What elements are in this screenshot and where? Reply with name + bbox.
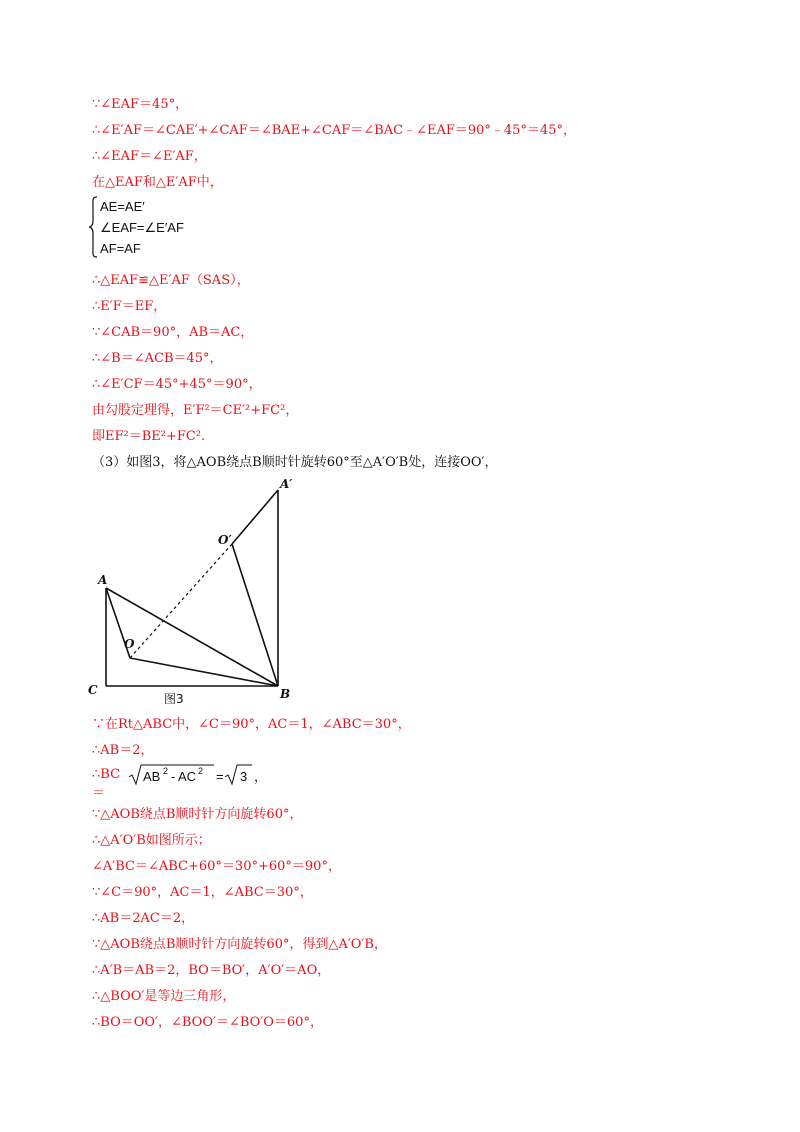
segment-A1O1 xyxy=(232,490,278,544)
label-B: B xyxy=(280,687,291,701)
svg-text:，: ， xyxy=(254,769,268,784)
segment-O1B xyxy=(232,544,278,686)
figure-caption: 图3 xyxy=(164,692,184,706)
label-O-prime: O′ xyxy=(218,533,232,547)
proof-line: ∴△EAF≌△E′AF（SAS）， xyxy=(92,273,250,288)
proof-line: ∵∠CAB＝90°，AB＝AC， xyxy=(92,325,254,340)
system-row-3: AF=AF xyxy=(100,241,141,256)
proof-line: ∵△AOB绕点B顺时针方向旋转60°，得到△A′O′B， xyxy=(92,937,387,952)
proof-line: ∵∠C＝90°，AC＝1，∠ABC＝30°， xyxy=(92,885,313,900)
svg-text:=: = xyxy=(216,769,224,784)
system-brace xyxy=(88,196,98,258)
label-A: A xyxy=(98,573,108,587)
proof-line: 由勾股定理得，E′F²＝CE′²+FC²， xyxy=(92,403,299,418)
proof-line: 在△EAF和△E′AF中， xyxy=(92,175,223,190)
proof-line: ∠A′BC＝∠ABC+60°＝30°+60°＝90°， xyxy=(92,859,341,874)
system-row-1: AE=AE′ xyxy=(100,199,145,214)
proof-line: ∵△AOB绕点B顺时针方向旋转60°， xyxy=(92,807,303,822)
geometry-figure-3 xyxy=(88,472,312,708)
proof-line: ∴AB＝2， xyxy=(92,743,154,758)
svg-text:-: - xyxy=(171,769,176,784)
label-O: O xyxy=(124,637,135,651)
sqrt-expression xyxy=(128,763,288,787)
segment-OO1 xyxy=(130,544,232,658)
label-A-prime: A′ xyxy=(280,477,293,491)
svg-text:AB: AB xyxy=(143,769,161,784)
system-row-2: ∠EAF=∠E′AF xyxy=(100,220,184,235)
svg-text:2: 2 xyxy=(163,766,169,776)
svg-text:AC: AC xyxy=(178,769,197,784)
proof-line: ∴A′B＝AB＝2，BO＝BO′，A′O′＝AO， xyxy=(92,963,331,978)
label-C: C xyxy=(88,683,98,697)
formula-lhs: ∴BC＝ xyxy=(92,767,121,801)
proof-line: ∵在Rt△ABC中，∠C＝90°，AC＝1，∠ABC＝30°， xyxy=(92,717,411,732)
proof-line: 即EF²＝BE²+FC². xyxy=(92,429,206,444)
proof-line: ∴∠E′CF＝45°+45°＝90°， xyxy=(92,377,262,392)
proof-line: ∴BO＝OO′，∠BOO′＝∠BO′O＝60°， xyxy=(92,1015,323,1030)
proof-line: ∴∠E′AF＝∠CAE′+∠CAF＝∠BAE+∠CAF＝∠BAC﹣∠EAF＝90°﹣45°＝45°， xyxy=(92,123,576,138)
svg-text:2: 2 xyxy=(198,766,204,776)
proof-line: ∴△BOO′是等边三角形， xyxy=(92,989,236,1004)
proof-line: ∴E′F＝EF， xyxy=(92,299,167,314)
proof-line: ∴∠EAF＝∠E′AF， xyxy=(92,149,207,164)
proof-line: ∴∠B＝∠ACB＝45°， xyxy=(92,351,223,366)
proof-line: ∵∠EAF＝45°， xyxy=(92,97,189,112)
segment-OB xyxy=(130,658,278,686)
proof-line: ∴AB＝2AC＝2， xyxy=(92,911,195,926)
svg-text:3: 3 xyxy=(240,769,248,784)
proof-line: （3）如图3，将△AOB绕点B顺时针旋转60°至△A′O′B处，连接OO′， xyxy=(92,455,498,470)
proof-line: ∴△A′O′B如图所示； xyxy=(92,833,211,848)
